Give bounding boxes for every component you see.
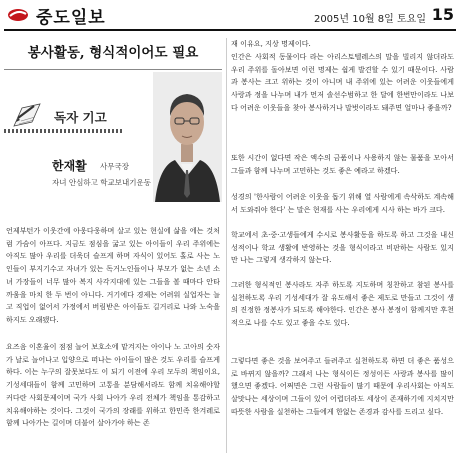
article-headline: 봉사활동, 형식적이어도 필요 [27, 45, 199, 61]
pen-paper-icon [12, 100, 42, 128]
body-paragraph: 그렇다면 좋은 것을 보여주고 들려주고 실천하도록 하면 더 좋은 품성으로 바뀌지 않을까? 그래서 나는 형식이든 정성이든 사랑과 봉사를 많이 했으면 좋겠다. 어쩌면은 그런 사람들이 많기 때문에 우리사회는 아직도 살맛나는 세상이며 그들이 있어 어렵더라도 세상이 존재하기에 지치지만 따뜻한 사람을 실천하는 그들에게 한없는 존경과 감사를 드리고 싶다. [231, 356, 454, 416]
body-paragraph: 그러한 형식적인 봉사라도 자주 하도록 지도하며 칭찬하고 참된 봉사를 실천하도록 우리 기성세대가 잘 유도해서 좋은 제도로 만들고 그것이 생의 진정한 정봉사가 되도록 해야한다. 인간은 봉사 봉정이 함께지만 후천적으로 나를 수도 있고 좋을 수도 있다. [231, 280, 454, 328]
masthead-rule [4, 29, 456, 31]
body-paragraph: 언제부턴가 이웃간에 아웅다웅하며 살고 있는 현실에 삶을 에는 것처럼 가슴이 아프다. 지금도 점심을 굶고 있는 아이들이 우리 주위에는 아직도 많아 우리를 더욱더 슬프게 하며 자식이 있어도 홀로 사는 노인들이 부지기수고 자녀가 있는 독거노인들이나 부모가 없는 소년 소녀 가장들이 너무 많아 복지 사각지대에 있는 그들을 볼 때마다 안타까움을 마치 한 두 번이 아니다. 거기에다 경제는 어려워 실업자는 늘고 직업이 없어서 가정에서 버림받은 아이들도 길거리로 나와 노숙을 하지도 오래됐다. [6, 226, 220, 324]
body-paragraph: 요즈음 이혼율이 점점 늘어 보호소에 맡겨지는 아이나 노 고아의 숫자가 날로 늘어나고 입양으로 떠나는 아이들이 많은 것도 우리를 슬프게 하다. 이는 누구의 잘못보다도 이 되기 이전에 우리 모두의 책임이요, 기성세대들이 함께 고민하며 고통을 분담해서라도 함께 치유해야할 커다란 사회문제이며 국가 사회 나아가 우리 전체가 책임을 통감하고 치유해야하는 것이다. 그것이 국가의 장래를 위하고 한민족 한겨레로 함께 나아가는 길이며 더불어 살아가야 하는 존 [6, 342, 220, 428]
author-name: 한재활 [52, 159, 87, 173]
column-tag-rule [4, 129, 124, 133]
newspaper-name: 중도일보 [36, 8, 106, 28]
newspaper-logo-icon [7, 8, 29, 22]
column-divider [226, 38, 227, 453]
publication-date: 2005년 10월 8일 토요일 [313, 14, 426, 25]
masthead [0, 0, 460, 30]
body-paragraph: 재 이유요, 지상 명제이다. [231, 39, 311, 48]
author-role: 사무국장 [100, 162, 129, 171]
body-paragraph: 학교에서 초·중·고생들에게 수시로 봉사활동을 하도록 하고 그것을 내신성적이나 학교 생활에 반영하는 것을 형식이라고 비판하는 사람도 있지만 나는 그렇게 생각하지 않는다. [231, 230, 454, 265]
column-tag [4, 100, 124, 134]
headline-rule [4, 69, 222, 70]
page-number: 15 [431, 5, 454, 24]
body-paragraph: 또한 시간이 없다면 작은 액수의 금품이나 사용하지 않는 물품을 모아서 그들과 함께 나누며 고민하는 것도 좋은 예라고 하겠다. [231, 153, 454, 175]
author-photo [153, 72, 222, 202]
author-affiliation: 자녀 안심하고 학교보내기운동 [52, 178, 151, 187]
column-label: 독자 기고 [54, 110, 107, 125]
body-paragraph: 인간은 사회적 동물이다 라는 아리스토텔레스의 말을 빌리지 않더라도 우리 주위를 돌아보면 이런 명제는 쉽게 발견할 수 있기 때문이다. 사람과 봉사는 크고 위하는 것이 아니며 내 주위에 있는 어려운 이웃들에게 사랑과 정을 나누며 내가 먼저 솔선수범하고 한 달에 한번만이라도 나보다 어려운 이웃들을 찾아 봉사하거나 말벗이라도 돼주면 얼마나 좋을까? [231, 52, 454, 112]
body-paragraph: 성경의 '한사람이 어려운 이웃을 돕기 위해 열 사람에게 속삭하도 계속해서 도와줘야 한다' 는 말은 현재를 사는 우리에게 시사 하는 바가 크다. [231, 192, 454, 214]
